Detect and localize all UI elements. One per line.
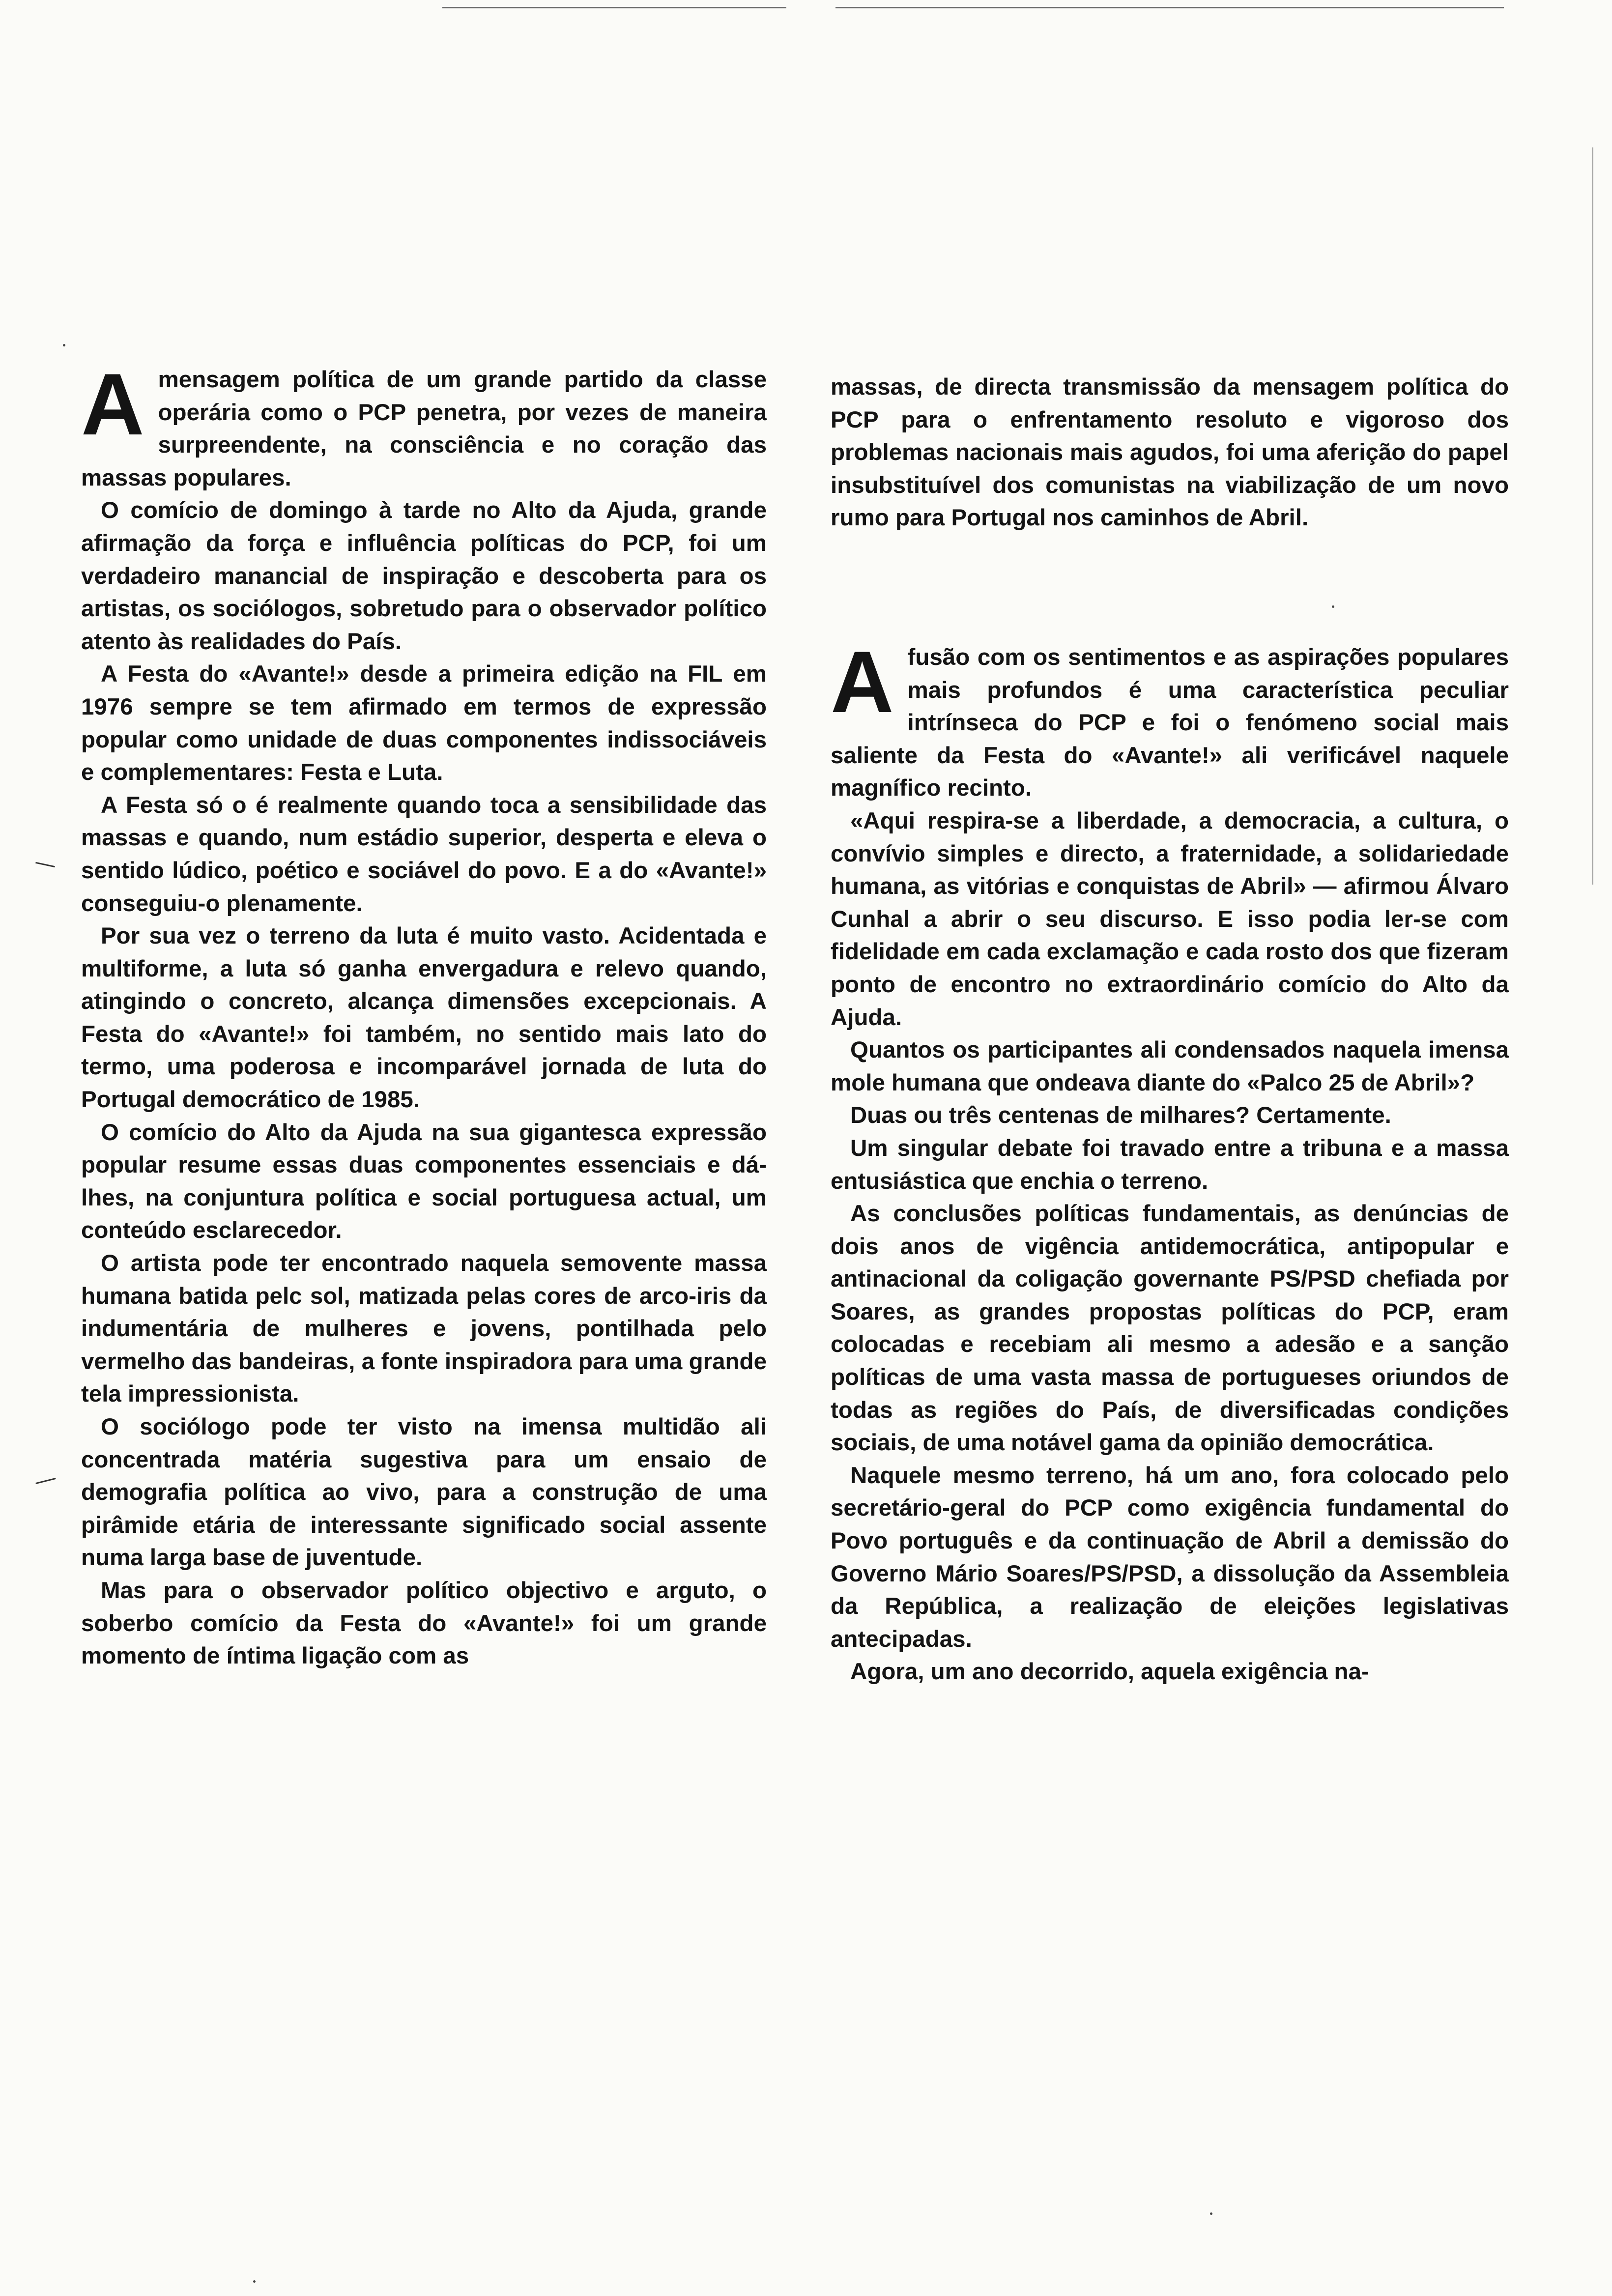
top-rule-right — [835, 7, 1504, 8]
paragraph: fusão com os sentimentos e as aspirações populares mais profundos é uma característica peculiar intrínseca do PCP e foi o fenómeno social mais saliente da Festa do «Avante!» ali verificável naquele magnífico recinto. — [831, 644, 1509, 802]
dropcap-left: A — [81, 355, 144, 453]
speck — [1332, 605, 1334, 608]
paragraph: Quantos os participantes ali condensados naquela imensa mole humana que ondeava diante do «Palco 25 de Abril»? — [831, 1037, 1509, 1096]
speck — [63, 344, 65, 346]
paragraph: Naquele mesmo terreno, há um ano, fora colocado pelo secretário-geral do PCP como exigência fundamental do Povo português e da continuação de Abril a demissão do Governo Mário Soares/PS/PSD, a dissolução da Assembleia da República, a realização de eleições legislativas antecipadas. — [831, 1462, 1509, 1652]
margin-mark — [35, 862, 55, 867]
paragraph: A Festa só o é realmente quando toca a sensibilidade das massas e quando, num estádio superior, desperta e eleva o sentido lúdico, poético e sociável do povo. E a do «Avante!» conseguiu-o plenamente. — [81, 792, 767, 917]
margin-mark — [35, 1478, 56, 1484]
paragraph: As conclusões políticas fundamentais, as denúncias de dois anos de vigência antidemocrática, antipopular e antinacional da coligação governante PS/PSD chefiada por Soares, as grandes propostas políticas do PCP, eram colocadas e recebiam ali mesmo a adesão e a sanção políticas de uma vasta massa de portugueses oriundos de todas as regiões do País, de diversificadas condições sociais, de uma notável gama da opinião democrática. — [831, 1201, 1509, 1456]
paragraph: Um singular debate foi travado entre a tribuna e a massa entusiástica que enchia o terreno. — [831, 1135, 1509, 1194]
right-column-top — [831, 371, 1509, 535]
paragraph: O comício de domingo à tarde no Alto da Ajuda, grande afirmação da força e influência políticas do PCP, foi um verdadeiro manancial de inspiração e descoberta para os artistas, os sociólogos, sobretudo para o observador político atento às realidades do País. — [81, 497, 767, 655]
paragraph: massas, de directa transmissão da mensagem política do PCP para o enfrentamento resoluto e vigoroso dos problemas nacionais mais agudos, foi uma aferição do papel insubstituível dos comunistas na viabilização de um novo rumo para Portugal nos caminhos de Abril. — [831, 374, 1509, 531]
paragraph: Mas para o observador político objectivo e arguto, o soberbo comício da Festa do «Avante!» foi um grande momento de íntima ligação com as — [81, 1577, 767, 1669]
top-rule-left — [442, 7, 786, 8]
speck — [253, 2280, 256, 2283]
speck — [1210, 2212, 1212, 2215]
paragraph: O comício do Alto da Ajuda na sua gigantesca expressão popular resume essas duas componentes essenciais e dá-lhes, na conjuntura política e social portuguesa actual, um conteúdo esclarecedor. — [81, 1119, 767, 1244]
paragraph: O artista pode ter encontrado naquela semovente massa humana batida pelc sol, matizada pelas cores de arco-iris da indumentária de mulheres e jovens, pontilhada pelo vermelho das bandeiras, a fonte inspiradora para uma grande tela impressionista. — [81, 1250, 767, 1407]
paragraph: Duas ou três centenas de milhares? Certamente. — [850, 1102, 1391, 1129]
paragraph: O sociólogo pode ter visto na imensa multidão ali concentrada matéria sugestiva para um ensaio de demografia política ao vivo, para a construção de uma pirâmide etária de interessante significado social assente numa larga base de juventude. — [81, 1414, 767, 1571]
right-column-bottom — [831, 633, 1509, 1689]
paragraph: Por sua vez o terreno da luta é muito vasto. Acidentada e multiforme, a luta só ganha envergadura e relevo quando, atingindo o concreto, alcança dimensões excepcionais. A Festa do «Avante!» foi também, no sentido mais lato do termo, uma poderosa e incomparável jornada de luta do Portugal democrático de 1985. — [81, 923, 767, 1113]
margin-mark — [1592, 147, 1593, 885]
paragraph: «Aqui respira-se a liberdade, a democracia, a cultura, o convívio simples e directo, a fraternidade, a solidariedade humana, as vitórias e conquistas de Abril» — afirmou Álvaro Cunhal a abrir o seu discurso. E isso podia ler-se com fidelidade em cada exclamação e cada rosto dos que fizeram ponto de encontro no extraordinário comício do Alto da Ajuda. — [831, 807, 1509, 1031]
paragraph: A Festa do «Avante!» desde a primeira edição na FIL em 1976 sempre se tem afirmado em termos de expressão popular como unidade de duas componentes indissociáveis e complementares: Festa e Luta. — [81, 661, 767, 786]
left-column — [81, 355, 767, 1673]
dropcap-right: A — [831, 633, 894, 731]
paragraph: Agora, um ano decorrido, aquela exigência na- — [850, 1659, 1369, 1685]
paragraph: mensagem política de um grande partido da classe operária como o PCP penetra, por vezes de maneira surpreendente, na consciência e no coração das massas populares. — [81, 367, 767, 491]
